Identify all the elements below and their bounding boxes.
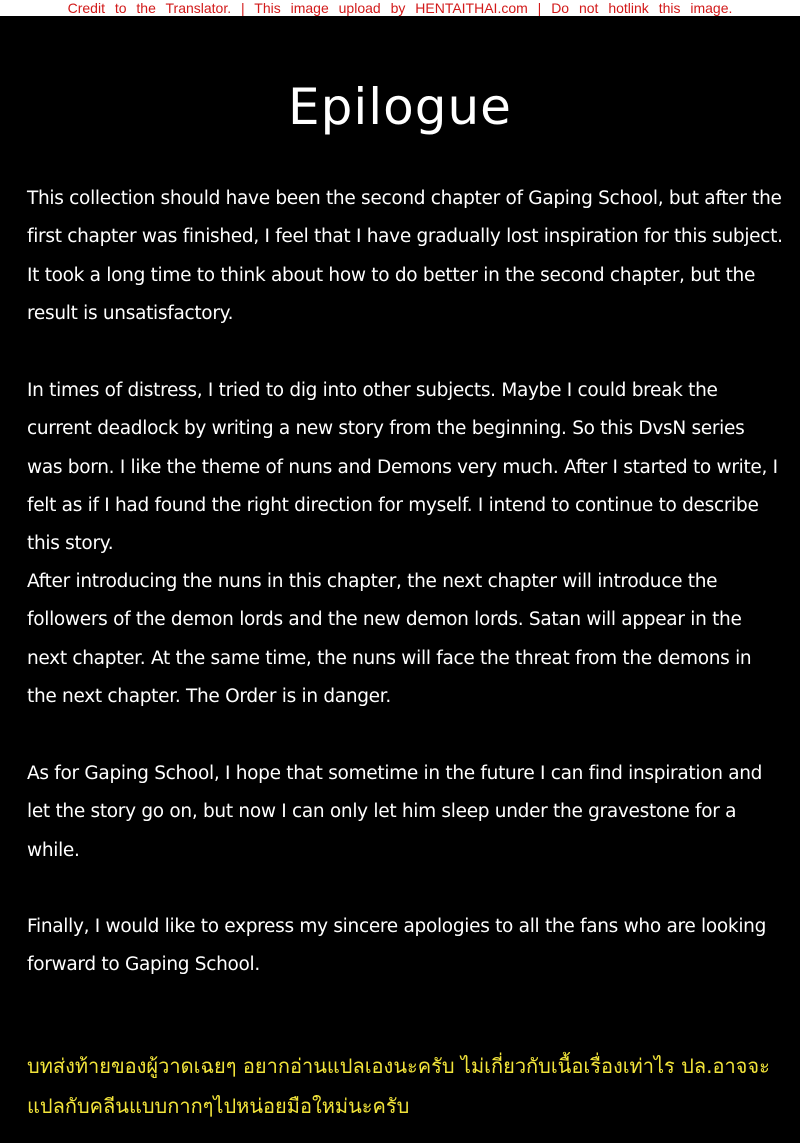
page-title: Epilogue bbox=[288, 78, 512, 136]
paragraph-4: As for Gaping School, I hope that sometime in the future I can find inspiration and let the story go on, but now I can only let him sleep under the gravestone for a while. bbox=[27, 763, 763, 861]
paragraph-1: This collection should have been the second chapter of Gaping School, but after the first chapter was finished, I feel that I have gradually lost inspiration for this subject. It took a long time to think about how to do better in the second chapter, but the result is unsatisfactory. bbox=[27, 188, 783, 324]
paragraph-3: After introducing the nuns in this chapter, the next chapter will introduce the followers of the demon lords and the new demon lords. Satan will appear in the next chapter. At the same time, the nuns will face the threat from the demons in the next chapter. The Order is in danger. bbox=[27, 571, 752, 707]
credit-banner: Credit to the Translator. | This image upload by HENTAITHAI.com | Do not hotlink this image. bbox=[0, 0, 800, 16]
paragraph-2: In times of distress, I tried to dig into other subjects. Maybe I could break the current deadlock by writing a new story from the beginning. So this DvsN series was born. I like the theme of nuns and Demons very much. After I started to write, I felt as if I had found the right direction for myself. I intend to continue to describe this story. bbox=[27, 380, 778, 555]
paragraph-5: Finally, I would like to express my sincere apologies to all the fans who are looking forward to Gaping School. bbox=[27, 916, 767, 976]
translator-note: บทส่งท้ายของผู้วาดเฉยๆ อยากอ่านแปลเองนะครับ ไม่เกี่ยวกับเนื้อเรื่องเท่าไร ปล.อาจจะแปลกับคลีนแบบกากๆไปหน่อยมือใหม่นะครับ bbox=[27, 1054, 770, 1118]
